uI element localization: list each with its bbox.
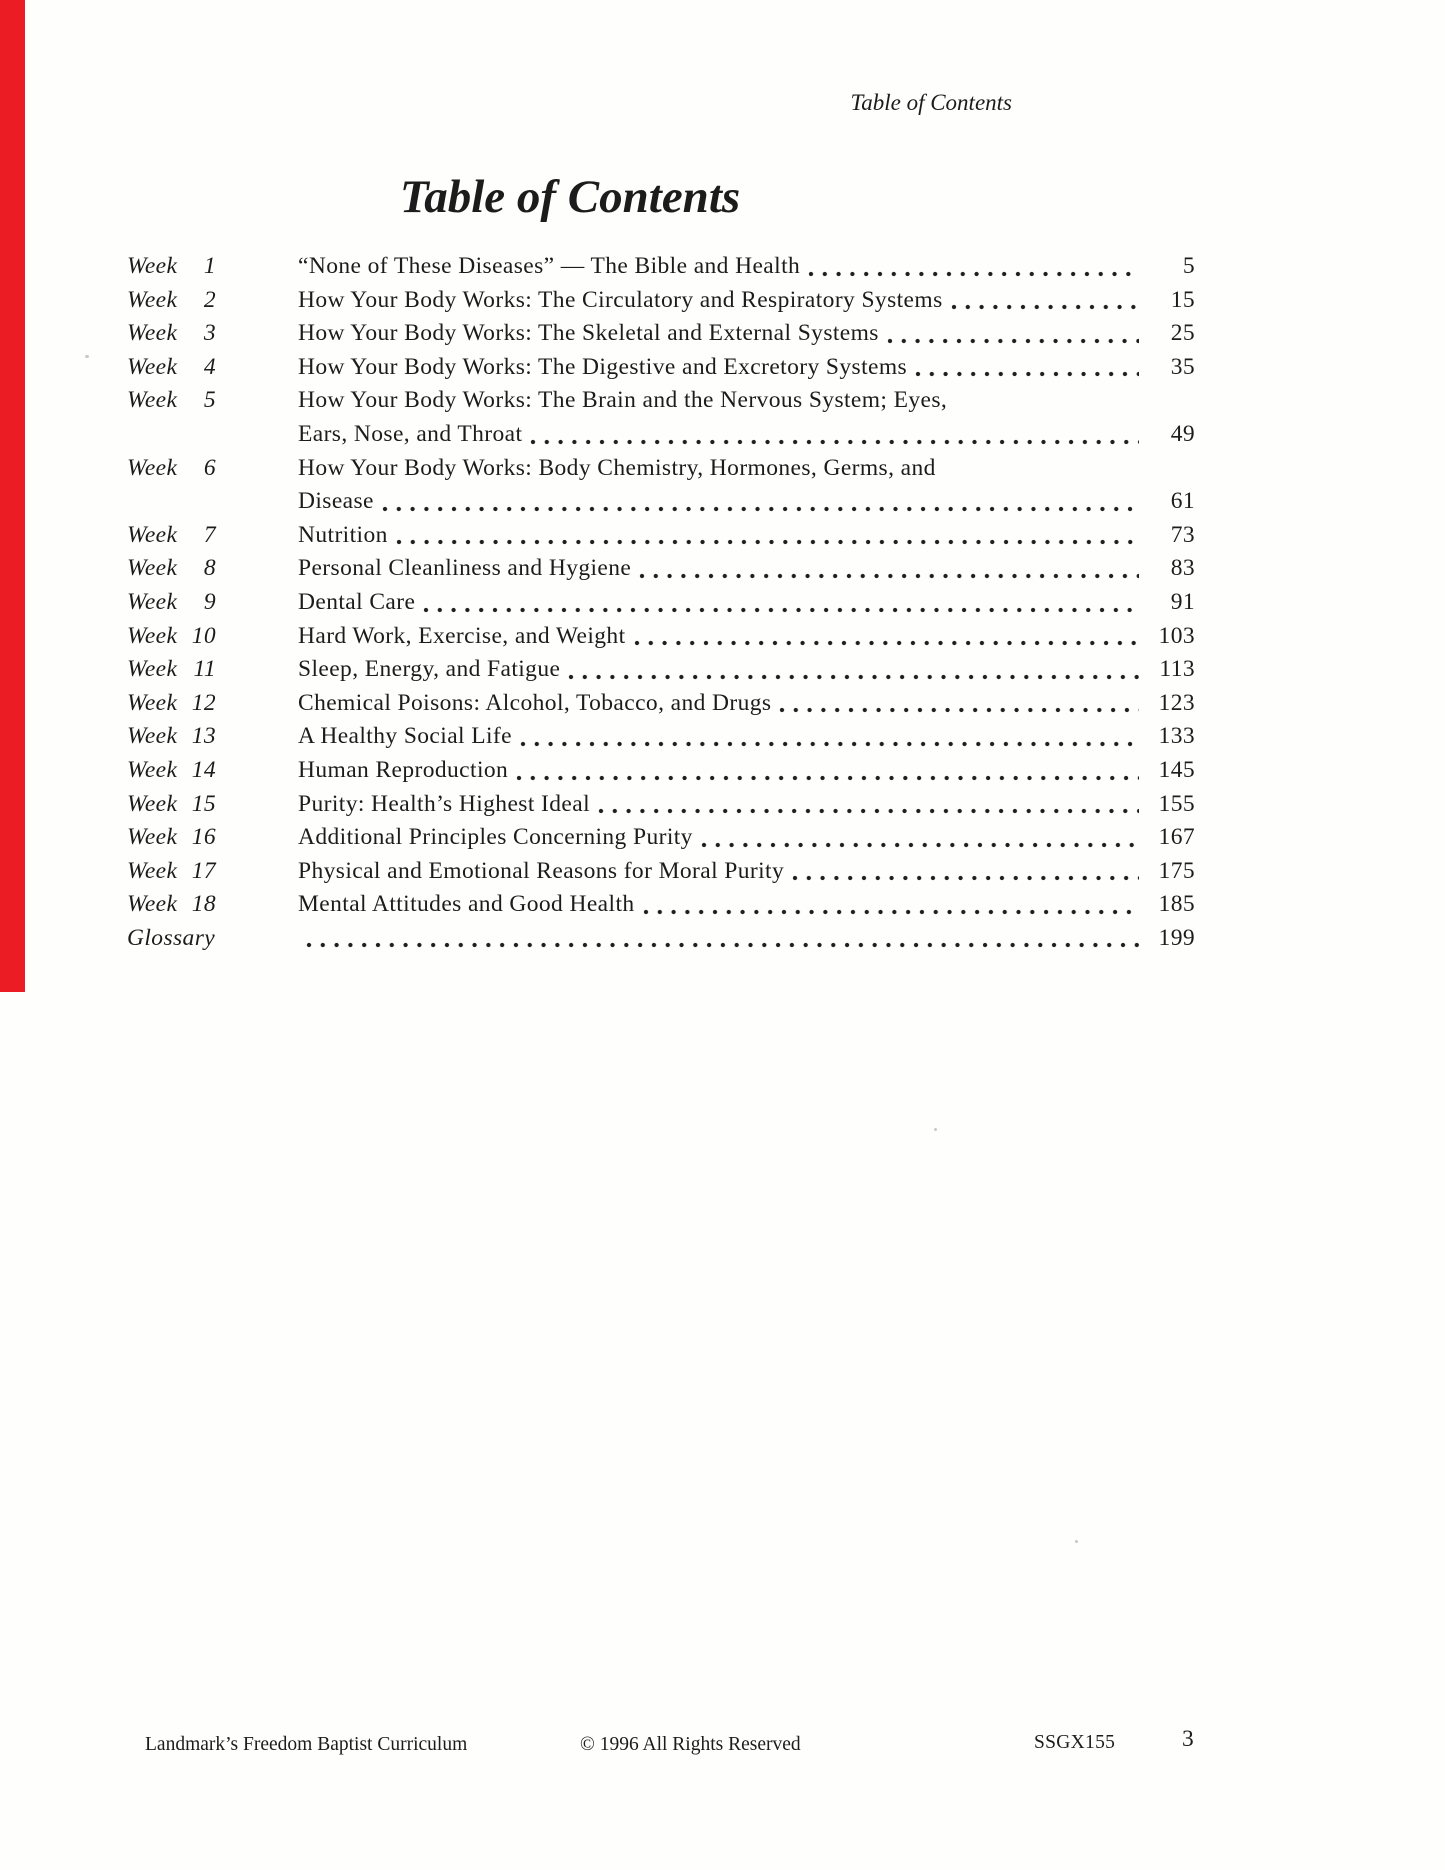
toc-week-label: Week [127,253,178,279]
toc-week-number: 17 [191,857,216,884]
dot-leader [639,552,1139,586]
toc-week-label: Week [127,756,178,783]
toc-week-number: 7 [203,521,216,548]
toc-week-column [127,754,298,788]
toc-entry-line [298,922,1195,956]
toc-week-label: Week [127,857,178,884]
toc-week-number [215,922,249,956]
toc-week-column [127,720,298,754]
toc-week-label: Week [127,723,178,750]
toc-page-number: 155 [1158,790,1195,817]
toc-entry-title: Mental Attitudes and Good Health [298,891,635,918]
toc-week-label: Week [127,521,178,548]
toc-entry-line [298,653,1195,687]
toc-row [127,754,1195,788]
toc-week-number: 18 [191,891,216,918]
dot-leader [792,855,1139,889]
toc-entry-lines [298,384,1195,451]
toc-page-number: 5 [1182,253,1195,279]
toc-row [127,519,1195,553]
toc-entry-lines [298,519,1195,553]
toc-entry-title: How Your Body Works: The Digestive and Excretory Systems [298,353,908,380]
toc-entry-title: Nutrition [298,521,388,548]
toc-week-number: 9 [203,588,216,615]
toc-week-number: 16 [191,824,216,851]
toc-page-number: 83 [1170,555,1195,582]
toc-entry-title: Sleep, Energy, and Fatigue [298,656,561,683]
dot-leader [951,284,1139,318]
toc-row [127,317,1195,351]
toc-week-label: Week [127,320,178,347]
toc-page-number: 167 [1158,824,1195,851]
toc-week-number: 6 [203,454,216,481]
toc-week-column [127,586,298,620]
toc-entry-title: How Your Body Works: The Brain and the Nervous System; Eyes, [298,387,948,414]
toc-week-column [127,351,298,385]
dot-leader [643,888,1139,922]
toc-entry-line [298,788,1195,822]
toc-entry-line [298,855,1195,889]
toc-week-number: 4 [203,353,216,380]
toc-entry-line [298,586,1195,620]
toc-week-number: 13 [191,723,216,750]
toc-row [127,620,1195,654]
toc-entry-lines [298,653,1195,687]
toc-row [127,552,1195,586]
toc-entry-line [298,452,1195,486]
toc-week-label: Week [127,622,178,649]
toc-week-column [127,788,298,822]
toc-entry-line [298,754,1195,788]
toc-week-column [127,317,298,351]
toc-week-label: Week [127,454,178,481]
toc-row [127,351,1195,385]
toc-week-label: Week [127,387,178,414]
toc-week-column [127,855,298,889]
toc-week-label: Week [127,689,178,716]
toc-week-column [127,284,298,318]
toc-row [127,384,1195,451]
toc-entry-lines [298,888,1195,922]
toc-week-column [127,620,298,654]
toc-entry-line [298,250,1195,284]
page-title: Table of Contents [399,171,741,223]
dot-leader [887,317,1139,351]
toc-row [127,586,1195,620]
toc-page-number: 91 [1170,588,1195,615]
toc-entry-title: Additional Principles Concerning Purity [298,824,693,851]
toc-week-label: Week [127,555,178,582]
toc-entry-line [298,485,1195,519]
toc-week-number: 12 [191,689,216,716]
toc-page-number: 35 [1170,353,1195,380]
toc-week-label: Week [127,286,178,313]
toc-row [127,821,1195,855]
toc-entry-line [298,620,1195,654]
toc-entry-title: How Your Body Works: Body Chemistry, Hormones, Germs, and [298,454,936,481]
footer-publisher: Landmark’s Freedom Baptist Curriculum [145,1734,468,1755]
toc-week-column [127,452,298,486]
toc-entry-lines [298,452,1195,519]
toc-entry-lines [298,754,1195,788]
scan-speck [85,355,89,358]
toc-entry-title: Chemical Poisons: Alcohol, Tobacco, and Drugs [298,689,772,716]
toc-week-number: 2 [203,286,216,313]
toc-week-column [127,552,298,586]
toc-week-label: Week [127,790,178,817]
toc-row [127,653,1195,687]
toc-entry-line [298,519,1195,553]
toc-page-number: 15 [1170,286,1195,313]
toc-week-number: 5 [203,387,216,414]
dot-leader [701,821,1139,855]
toc-row [127,720,1195,754]
toc-entry-lines [298,284,1195,318]
toc-week-column [127,250,298,284]
toc-entry-lines [298,855,1195,889]
toc-entry-lines [298,922,1195,956]
toc-week-number: 1 [203,253,216,279]
toc-week-column [127,653,298,687]
toc-entry-title: Physical and Emotional Reasons for Moral Purity [298,857,785,884]
footer-code: SSGX155 [1034,1732,1116,1753]
toc-entry-lines [298,788,1195,822]
running-header: Table of Contents [850,90,1012,115]
footer-copyright: © 1996 All Rights Reserved [580,1734,801,1755]
toc-entry-line [298,418,1195,452]
toc-page-number: 49 [1170,420,1195,447]
toc-entry-title: “None of These Diseases” — The Bible and Health [298,253,801,279]
toc-week-column [127,384,298,418]
toc-page-number: 73 [1170,521,1195,548]
toc-entry-line [298,687,1195,721]
toc-entry-title: Dental Care [298,588,416,615]
toc-week-column [127,687,298,721]
toc-entry-title: A Healthy Social Life [298,723,512,750]
toc-row [127,250,1195,284]
toc-row [127,452,1195,519]
toc-row [127,284,1195,318]
toc-week-column [127,888,298,922]
toc-row [127,788,1195,822]
toc-week-label: Week [127,656,178,683]
toc-entry-title: Ears, Nose, and Throat [298,420,523,447]
toc-entry-lines [298,821,1195,855]
dot-leader [530,418,1139,452]
toc-week-column [127,519,298,553]
scan-speck [934,1128,937,1131]
dot-leader [915,351,1139,385]
toc-entry-lines [298,586,1195,620]
toc-entry-line [298,284,1195,318]
toc-page-number: 103 [1158,622,1195,649]
toc-week-label: Week [127,353,178,380]
dot-leader [634,620,1139,654]
dot-leader [382,485,1139,519]
toc-week-number: 15 [191,790,216,817]
toc-week-column [127,821,298,855]
toc-entry-line [298,888,1195,922]
dot-leader [568,653,1139,687]
toc-page-number: 61 [1170,488,1195,515]
toc-entry-line [298,552,1195,586]
toc-week-number: 8 [203,555,216,582]
toc-entry-title: Personal Cleanliness and Hygiene [298,555,632,582]
toc-week-label: Week [127,588,178,615]
toc-entry-line [298,384,1195,418]
toc-entry-lines [298,351,1195,385]
toc-entry-title: How Your Body Works: The Circulatory and Respiratory Systems [298,286,943,313]
toc-entry-line [298,351,1195,385]
toc-week-number: 11 [193,656,216,683]
toc-entry-lines [298,620,1195,654]
toc-entry-lines [298,317,1195,351]
dot-leader [423,586,1139,620]
dot-leader [598,788,1139,822]
toc-page-number: 175 [1158,857,1195,884]
toc-page-number: 145 [1158,756,1195,783]
toc-entry-title: How Your Body Works: The Skeletal and External Systems [298,320,879,347]
dot-leader [779,687,1139,721]
toc-week-label: Week [127,891,178,918]
toc-week-label: Glossary [127,924,216,951]
toc-entry-line [298,317,1195,351]
toc-row [127,687,1195,721]
toc-page-number: 113 [1159,656,1195,683]
red-binding-stripe [0,0,25,992]
toc-entry-title: Purity: Health’s Highest Ideal [298,790,590,817]
scan-speck [1075,1540,1078,1543]
toc-entry-lines [298,687,1195,721]
toc-entry-lines [298,720,1195,754]
toc-week-number: 10 [191,622,216,649]
toc-entry-title: Disease [298,488,374,515]
dot-leader [396,519,1139,553]
toc-entry-title: Human Reproduction [298,756,509,783]
toc-entry-title: Hard Work, Exercise, and Weight [298,622,626,649]
dot-leader [516,754,1139,788]
toc-row [127,922,1195,956]
toc-week-column [127,922,298,956]
toc-page-number: 199 [1158,924,1195,951]
toc-entry-line [298,821,1195,855]
toc-page-number: 123 [1158,689,1195,716]
dot-leader [306,922,1139,956]
toc-row [127,855,1195,889]
toc-page-number: 133 [1158,723,1195,750]
footer-page-number: 3 [1182,1726,1194,1752]
toc-page-number: 25 [1170,320,1195,347]
toc-entry-line [298,720,1195,754]
table-of-contents [127,250,1195,955]
toc-page-number: 185 [1158,891,1195,918]
toc-row [127,888,1195,922]
toc-entry-lines [298,250,1195,284]
toc-week-number: 3 [203,320,216,347]
toc-entry-lines [298,552,1195,586]
dot-leader [520,720,1139,754]
toc-week-label: Week [127,824,178,851]
toc-week-number: 14 [191,756,216,783]
dot-leader [808,250,1139,284]
